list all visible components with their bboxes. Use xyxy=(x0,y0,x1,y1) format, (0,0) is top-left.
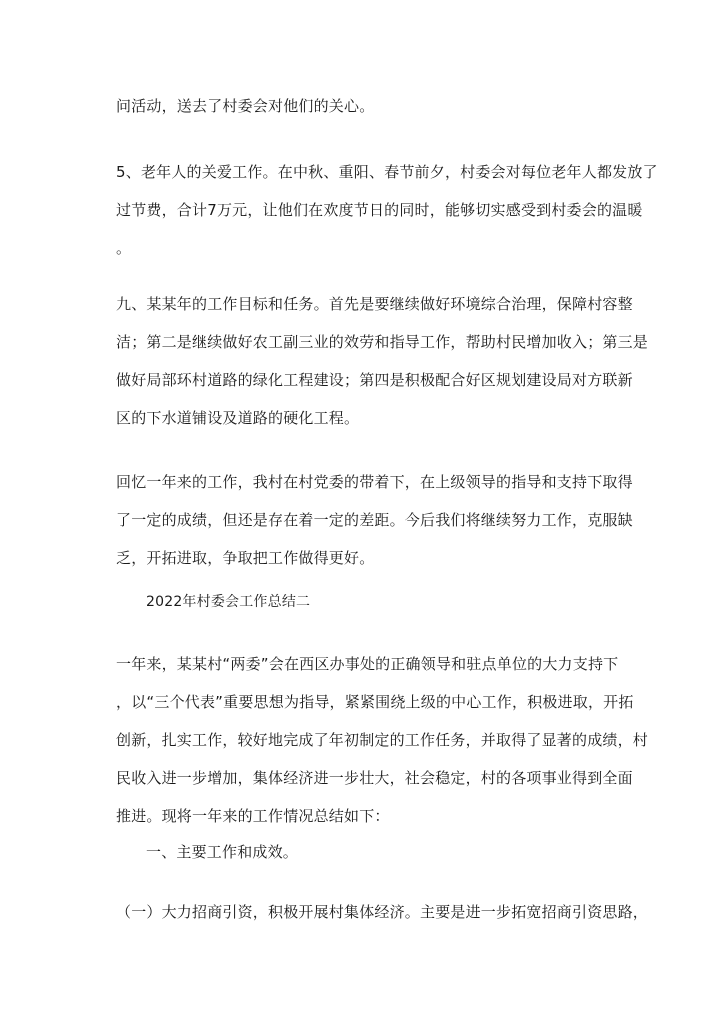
paragraph-line: 了一定的成绩，但还是存在着一定的差距。今后我们将继续努力工作，克服缺 xyxy=(116,511,633,529)
paragraph-line: 九、某某年的工作目标和任务。首先是要继续做好环境综合治理，保障村容整 xyxy=(116,295,633,313)
paragraph-line: 一年来，某某村“两委”会在西区办事处的正确领导和驻点单位的大力支持下 xyxy=(116,655,619,673)
paragraph-line: 。 xyxy=(116,239,132,257)
paragraph-line: 推进。现将一年来的工作情况总结如下： xyxy=(116,807,390,825)
paragraph-line: 民收入进一步增加，集体经济进一步壮大，社会稳定，村的各项事业得到全面 xyxy=(116,769,633,787)
paragraph-line: 问活动，送去了村委会对他们的关心。 xyxy=(116,97,375,115)
section-heading: 一、主要工作和成效。 xyxy=(146,843,299,861)
paragraph-line: 5、老年人的关爱工作。在中秋、重阳、春节前夕，村委会对每位老年人都发放了 xyxy=(116,163,658,181)
paragraph-line: ，以“三个代表”重要思想为指导，紧紧围绕上级的中心工作，积极进取，开拓 xyxy=(116,693,634,711)
paragraph-line: 回忆一年来的工作，我村在村党委的带着下，在上级领导的指导和支持下取得 xyxy=(116,473,633,491)
section-title: 2022年村委会工作总结二 xyxy=(146,594,311,610)
paragraph-line: 区的下水道铺设及道路的硬化工程。 xyxy=(116,409,360,427)
paragraph-line: 过节费，合计7万元，让他们在欢度节日的同时，能够切实感受到村委会的温暖 xyxy=(116,201,643,219)
paragraph-line: 乏，开拓进取，争取把工作做得更好。 xyxy=(116,549,375,567)
paragraph-line: （一）大力招商引资，积极开展村集体经济。主要是进一步拓宽招商引资思路， xyxy=(116,903,649,921)
paragraph-line: 创新，扎实工作，较好地完成了年初制定的工作任务，并取得了显著的成绩，村 xyxy=(116,731,649,749)
paragraph-line: 洁；第二是继续做好农工副三业的效劳和指导工作，帮助村民增加收入；第三是 xyxy=(116,333,649,351)
paragraph-line: 做好局部环村道路的绿化工程建设；第四是积极配合好区规划建设局对方联新 xyxy=(116,371,633,389)
